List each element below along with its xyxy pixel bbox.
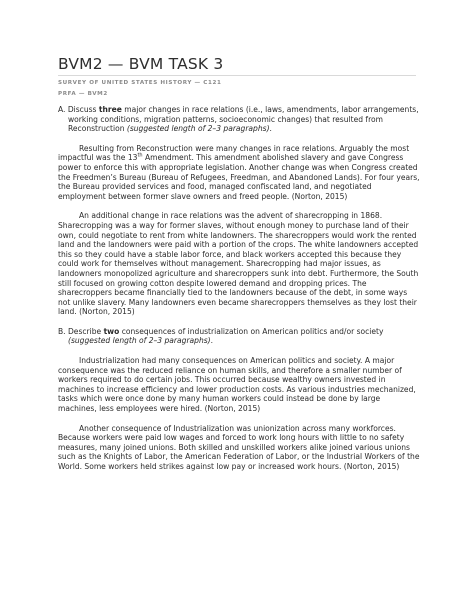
question-a-hint: (suggested length of 2–3 paragraphs)	[126, 124, 270, 134]
question-b-body: consequences of industrialization on American politics and/or society	[121, 326, 384, 336]
question-a-emphasis: three	[98, 105, 122, 114]
question-b-end: .	[210, 336, 214, 346]
ordinal-superscript: th	[137, 152, 143, 159]
title-divider	[58, 75, 416, 76]
question-a-end: .	[269, 124, 272, 134]
answer-a-paragraph-2: An additional change in race relations was the advent of sharecropping in 1868. Sharecropping was a way for former slaves, without enough money to purchase land of their own, could negotiate to rent from white landowners. The sharecroppers would work the rented land and the landowners were paid with a portion of the crops. The white landowners accepted this so they could have a stable labor force, and black workers accepted this because they could work for themselves without management. Sharecropping had major issues, as landowners monopolized agriculture and sharecroppers sunk into debt. Furthermore, the South still focused on growing cotton despite lowered demand and dropping prices. The sharecroppers became financially tied to the landowners because of the debt, in some ways not unlike slavery. Many landowners even became sharecroppers themselves as they lost their land. (Norton, 2015)	[58, 211, 419, 317]
answer-b-paragraph-1: Industrialization had many consequences on American politics and society. A major consequence was the reduced reliance on human skills, and therefore a smaller number of workers required to do certain jobs. This occurred because wealthy owners invested in machines to increase efficiency and lower production costs. As various industries mechanized, tasks which were once done by many human workers could instead be done by large machines, less employees were hired. (Norton, 2015)	[58, 356, 416, 414]
question-b	[58, 327, 420, 346]
answer-b-paragraph-2: Another consequence of Industrialization was unionization across many workforces. Because workers were paid low wages and forced to work long hours with little to no safety measures, many joined unions. Both skilled and unskilled workers alike joined various unions such as the Knights of Labor, the American Federation of Labor, or the Industrial Workers of the World. Some workers held strikes against low pay or increased work hours. (Norton, 2015)	[58, 423, 420, 471]
page-title: BVM2 — BVM TASK 3	[58, 55, 224, 73]
question-b-lead: Describe	[67, 326, 102, 336]
question-a-body: major changes in race relations (i.e., laws, amendments, labor arrangements, working conditions, migration patterns, socioeconomic changes) that resulted from Reconstruction	[68, 105, 419, 134]
question-b-emphasis: two	[103, 326, 120, 336]
question-b-hint: (suggested length of 2–3 paragraphs)	[68, 336, 211, 346]
task-code: PRFA — BVM2	[58, 91, 108, 97]
document-body	[58, 105, 420, 472]
question-a	[58, 105, 420, 134]
question-b-marker: B.	[58, 326, 66, 336]
question-a-marker: A.	[58, 105, 66, 114]
course-subtitle: SURVEY OF UNITED STATES HISTORY — C121	[58, 80, 222, 86]
answer-a-paragraph-1-rest: Amendment. This amendment abolished slavery and gave Congress power to enforce this with appropriate legislation. Another change was when Congress created the Freedmen’s Bureau (Bureau of Refugees, Freedman, and Abandoned Lands). For four years, the Bureau provided services and food, managed confiscated land, and negotiated employment between former slave owners and freed people. (Norton, 2015)	[58, 153, 420, 201]
answer-a-paragraph-1-text: Resulting from Reconstruction were many changes in race relations. Arguably the most impactful was the 13	[58, 143, 410, 163]
answer-a-paragraph-1	[58, 144, 420, 202]
question-a-lead: Discuss	[67, 105, 97, 114]
